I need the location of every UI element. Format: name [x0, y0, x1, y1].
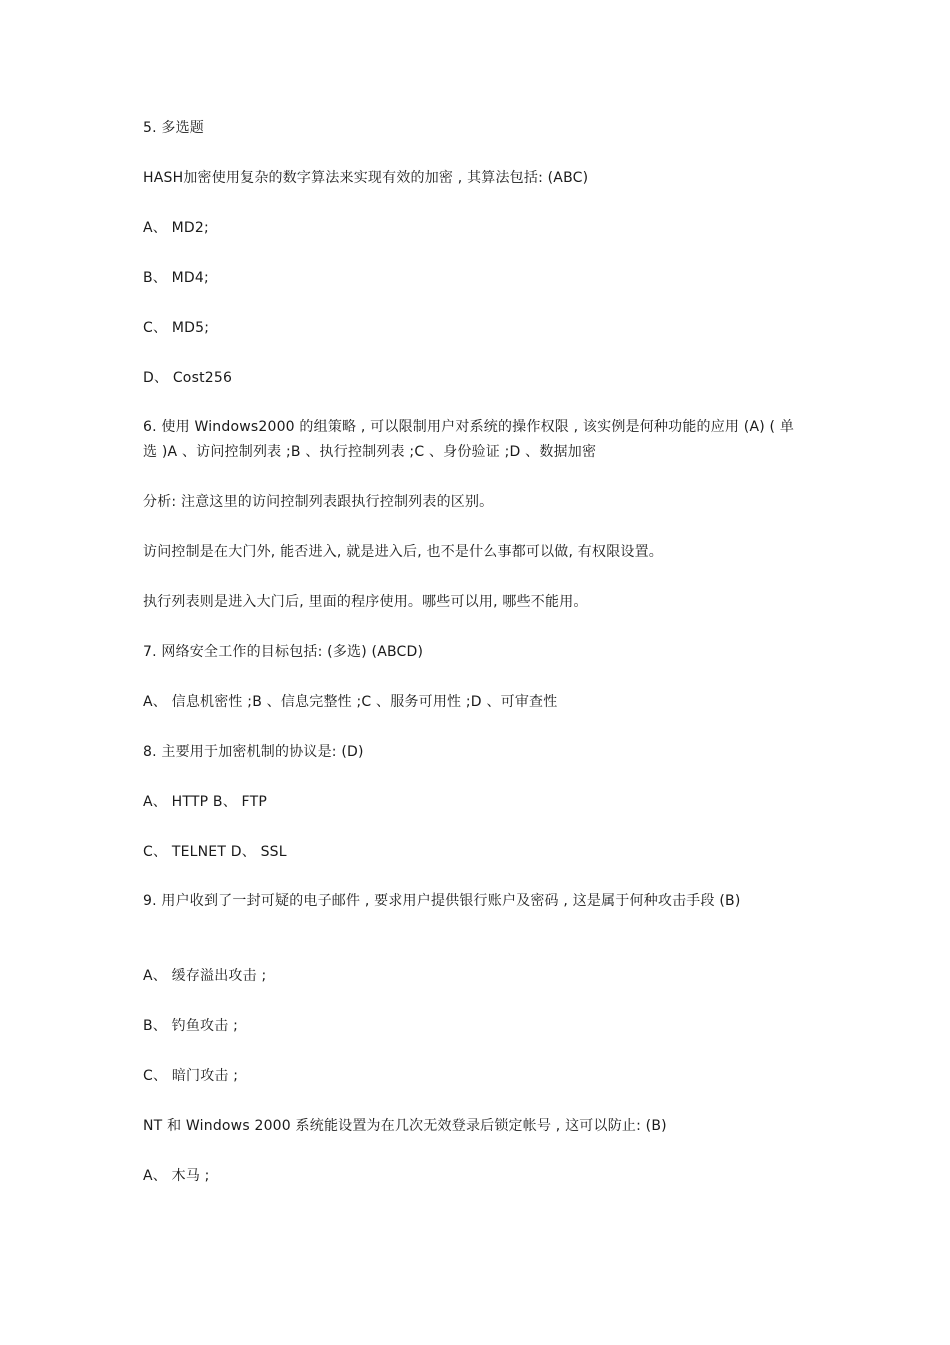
question-9-text: 9. 用户收到了一封可疑的电子邮件 , 要求用户提供银行账户及密码 , 这是属于何种攻击手段 (B)	[143, 893, 741, 909]
question-5-heading: 5. 多选题	[143, 120, 205, 136]
question-7-text: 7. 网络安全工作的目标包括: (多选) (ABCD)	[143, 644, 424, 660]
analysis-line-1: 分析: 注意这里的访问控制列表跟执行控制列表的区别。	[143, 494, 494, 510]
question-5-text: HASH加密使用复杂的数字算法来实现有效的加密 , 其算法包括: (ABC)	[143, 170, 589, 186]
question-5-option-a: A、 MD2;	[143, 220, 209, 236]
question-9-option-a: A、 缓存溢出攻击 ;	[143, 968, 267, 984]
question-8-options-cd: C、 TELNET D、 SSL	[143, 844, 287, 860]
question-5-option-d: D、 Cost256	[143, 370, 233, 386]
question-5-option-c: C、 MD5;	[143, 320, 210, 336]
question-6-text: 6. 使用 Windows2000 的组策略 , 可以限制用户对系统的操作权限 , 该实例是何种功能的应用 (A) ( 单选 )A 、访问控制列表 ;B 、执行控制列表 ;C 、身份验证 ;D 、数据加密	[143, 419, 795, 460]
analysis-line-2: 访问控制是在大门外, 能否进入, 就是进入后, 也不是什么事都可以做, 有权限设置。	[143, 544, 663, 560]
question-10-text: NT 和 Windows 2000 系统能设置为在几次无效登录后锁定帐号 , 这可以防止: (B)	[143, 1118, 667, 1134]
question-9-option-b: B、 钓鱼攻击 ;	[143, 1018, 239, 1034]
question-8-text: 8. 主要用于加密机制的协议是: (D)	[143, 744, 364, 760]
question-10-option-a: A、 木马 ;	[143, 1168, 210, 1184]
question-5-option-b: B、 MD4;	[143, 270, 209, 286]
question-9-option-c: C、 暗门攻击 ;	[143, 1068, 239, 1084]
question-8-options-ab: A、 HTTP B、 FTP	[143, 794, 267, 810]
analysis-line-3: 执行列表则是进入大门后, 里面的程序使用。哪些可以用, 哪些不能用。	[143, 594, 588, 610]
question-7-options: A、 信息机密性 ;B 、信息完整性 ;C 、服务可用性 ;D 、可审查性	[143, 694, 558, 710]
